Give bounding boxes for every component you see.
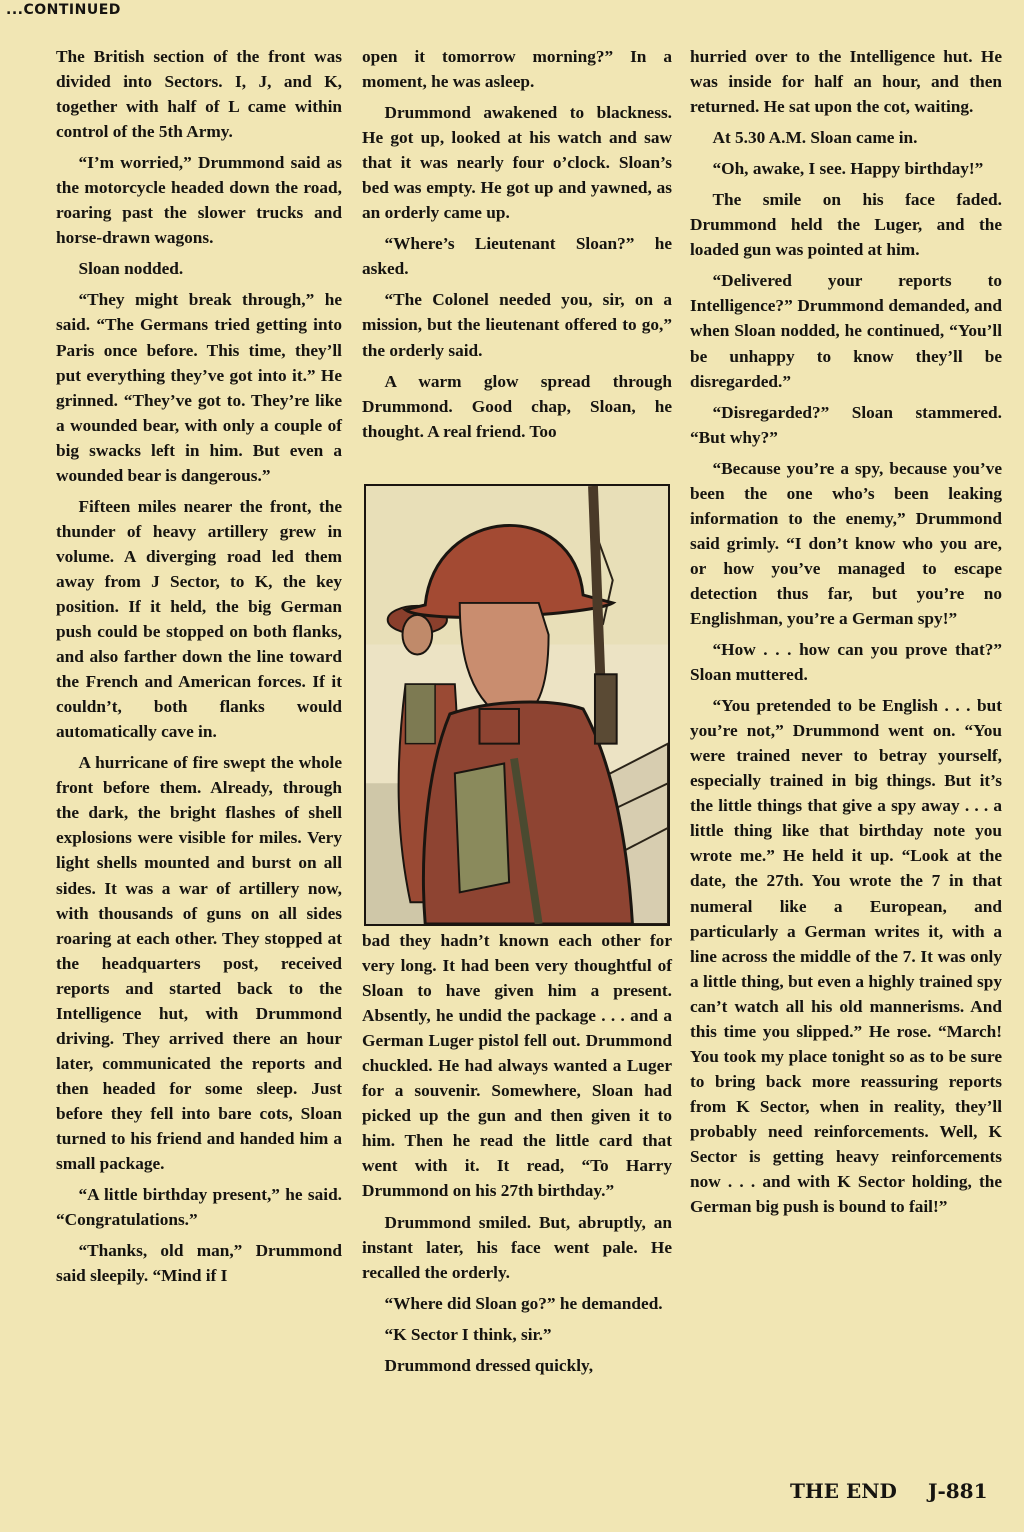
paragraph: “They might break through,” he said. “The Germans tried getting into Paris once before. This time, they’ll put everything they’ve got into it.” He grinned. “They’ve got to. They’re like a wounded bear, with only a couple of big swacks left in him. But even a wounded bear is dangerous.”	[56, 290, 342, 485]
soldier-illustration	[364, 484, 670, 926]
paragraph: The smile on his face faded. Drummond held the Luger, and the loaded gun was pointed at him.	[690, 190, 1002, 260]
paragraph: “Where did Sloan go?” he demanded.	[384, 1293, 663, 1313]
text-column-3	[690, 44, 1002, 1225]
paragraph: open it tomorrow morning?” In a moment, he was asleep.	[362, 47, 672, 92]
paragraph: “I’m worried,” Drummond said as the motorcycle headed down the road, roaring past the slower trucks and horse-drawn wagons.	[56, 153, 342, 248]
paragraph: “Oh, awake, I see. Happy birthday!”	[712, 159, 984, 179]
paragraph: A warm glow spread through Drummond. Good chap, Sloan, he thought. A real friend. Too	[362, 371, 672, 441]
paragraph: Drummond smiled. But, abruptly, an instant later, his face went pale. He recalled the orderly.	[362, 1212, 672, 1282]
paragraph: A hurricane of fire swept the whole front before them. Already, through the dark, the bright flashes of shell explosions were visible for miles. Very light shells mounted and burst on all sides. It was a war of artillery now, with thousands of guns on all sides roaring at each other. They stopped at the headquarters post, received reports and started back to the Intelligence hut, with Drummond driving. They arrived there an hour later, communicated the reports and then headed for some sleep. Just before they fell into bare cots, Sloan turned to his friend and handed him a small package.	[56, 753, 342, 1174]
the-end-label: THE END	[790, 1479, 897, 1503]
job-number: J-881	[928, 1479, 988, 1503]
paragraph: The British section of the front was divided into Sectors. I, J, and K, together with half of L came within control of the 5th Army.	[56, 47, 342, 142]
text-column-2-top	[362, 44, 672, 450]
paragraph: Drummond awakened to blackness. He got up, looked at his watch and saw that it was nearly four o’clock. Sloan’s bed was empty. He got up and yawned, as an orderly came up.	[362, 103, 672, 223]
continued-label: ...CONTINUED	[6, 2, 121, 18]
paragraph: “Delivered your reports to Intelligence?” Drummond demanded, and when Sloan nodded, he continued, “You’ll be unhappy to know they’ll be disregarded.”	[690, 271, 1002, 391]
paragraph: “Disregarded?” Sloan stammered. “But why?”	[690, 402, 1002, 447]
paragraph: “You pretended to be English . . . but you’re not,” Drummond went on. “You were trained never to betray yourself, especially trained in big things. But it’s the little things that give a spy away . . . a little thing like that birthday note you wrote me.” He held it up. “Look at the date, the 27th. You wrote the 7 in that numeral like a European, and particularly a German writes it, with a line across the middle of the 7. It was only a little thing, but even a highly trained spy can’t watch all his old mannerisms. And this time you slipped.” He rose. “March! You took my place tonight so as to be sure to bring back more reassuring reports from K Sector, when in reality, they’ll probably need reinforcements. Well, K Sector is getting heavy reinforcements now . . . and with K Sector holding, the German big push is bound to fail!”	[690, 696, 1002, 1217]
paragraph: “Thanks, old man,” Drummond said sleepily. “Mind if I	[56, 1241, 342, 1286]
paragraph: Fifteen miles nearer the front, the thunder of heavy artillery grew in volume. A diverging road led them away from J Sector, to K, the key position. If it held, the big German push could be stopped on both flanks, and also farther down the line toward the French and American forces. If it couldn’t, both flanks would automatically cave in.	[56, 496, 342, 742]
paragraph: “A little birthday present,” he said. “Congratulations.”	[56, 1185, 342, 1230]
paragraph: bad they hadn’t known each other for very long. It had been very thoughtful of Sloan to have given him a present. Absently, he undid the package . . . and a German Luger pistol fell out. Drummond chuckled. He had always wanted a Luger for a souvenir. Somewhere, Sloan had picked up the gun and then given it to him. Then he read the little card that went with it. It read, “To Harry Drummond on his 27th birthday.”	[362, 931, 672, 1201]
paragraph: “Where’s Lieutenant Sloan?” he asked.	[362, 234, 672, 279]
paragraph: Sloan nodded.	[78, 259, 184, 279]
paragraph: “How . . . how can you prove that?” Sloan muttered.	[690, 640, 1002, 685]
paragraph: Drummond dressed quickly,	[384, 1355, 594, 1375]
paragraph: “Because you’re a spy, because you’ve been the one who’s been leaking information to the enemy,” Drummond said grimly. “I don’t know who you are, or how you’ve managed to escape detection thus far, but you’re no Englishman, you’re a German spy!”	[690, 458, 1002, 628]
text-column-2-bottom	[362, 928, 672, 1384]
paragraph: “The Colonel needed you, sir, on a mission, but the lieutenant offered to go,” the orderly said.	[362, 290, 672, 360]
text-column-1	[56, 44, 342, 1294]
paragraph: At 5.30 A.M. Sloan came in.	[712, 128, 918, 148]
paragraph: “K Sector I think, sir.”	[384, 1324, 552, 1344]
paragraph: hurried over to the Intelligence hut. He was inside for half an hour, and then returned. He sat upon the cot, waiting.	[690, 47, 1002, 117]
